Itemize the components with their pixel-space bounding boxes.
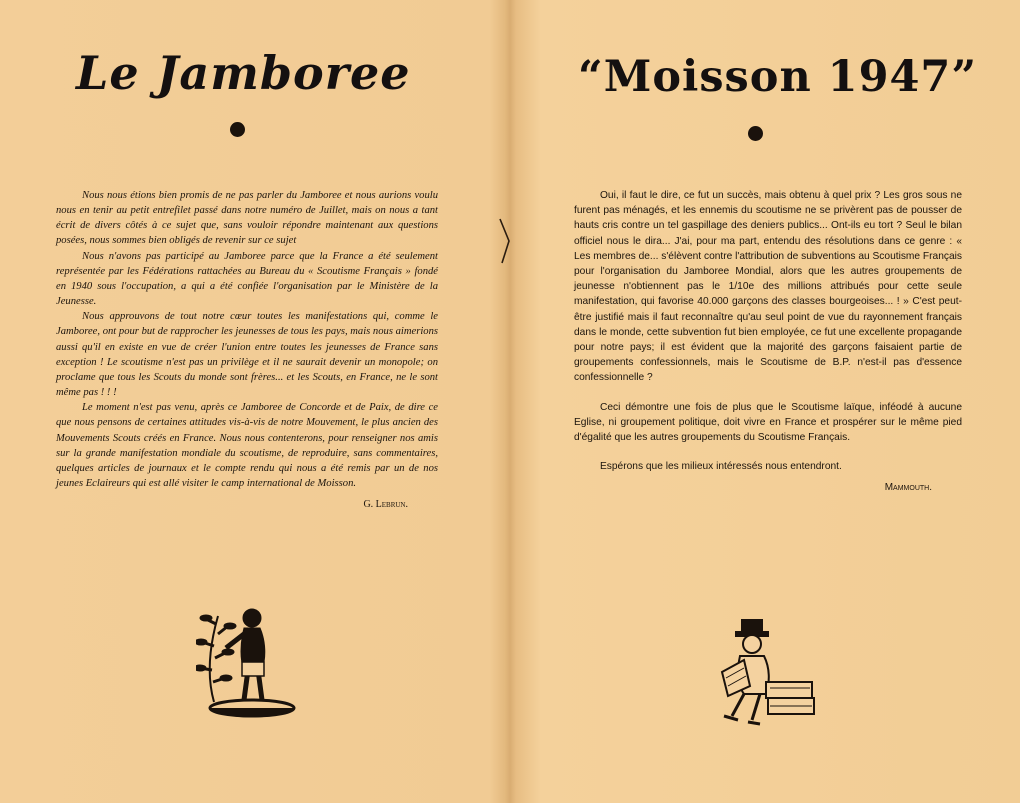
paragraph: Le moment n'est pas venu, après ce Jamboree de Concorde et de Paix, de dire ce que nous pensons de certaines attitudes vis-à-vis de notre Mouvement, le plus ancien des Mouvements Scouts créés en France. Nous nous contenterons, pour renseigner nos amis sur la grande manifestation mondiale du scoutisme, de reproduire, sans commentaires, quelques articles de journaux et le compte rendu qui nous a été remis par un de nos jeunes Eclaireurs qui est allé visiter le camp international de Moisson. bbox=[56, 402, 438, 489]
staple bbox=[497, 215, 513, 275]
article-body bbox=[56, 188, 438, 512]
left-page bbox=[0, 0, 505, 803]
article-body bbox=[574, 188, 962, 496]
paragraph: Espérons que les milieux intéressés nous entendront. bbox=[600, 461, 842, 473]
gardener-illustration bbox=[196, 604, 300, 730]
reading-boy-illustration bbox=[714, 616, 818, 732]
right-page bbox=[512, 0, 1020, 803]
paragraph: Nous nous étions bien promis de ne pas parler du Jamboree et nous aurions voulu nous en tenir au petit entrefilet passé dans notre numéro de Juillet, mais on nous a tant écrit de divers côtés à ce sujet que, sans vouloir répondre maintenant aux questions posées, nous sommes bien obligés de revenir sur ce sujet bbox=[56, 190, 438, 247]
signature: Mammouth. bbox=[884, 482, 932, 494]
paragraph: Nous approuvons de tout notre cœur toutes les manifestations qui, comme le Jamboree, ont pour but de rapprocher les jeunesses de tous les pays, mais nous aimerions aussi qu'il en existe en vue de créer l'union entre toutes les jeunesses de France sans exception ! Le scoutisme n'est pas un privilège et il ne saurait devenir un monopole; on proclame que tous les Scouts du monde sont frères... et les Scouts, en France, ne le sont même pas ! ! ! bbox=[56, 311, 438, 399]
paragraph: Ceci démontre une fois de plus que le Scoutisme laïque, inféodé à aucune Eglise, ni groupement politique, doit vivre en France et prospérer sur le même pied d'égalité que les autres groupements du Scoutisme Français. bbox=[574, 401, 962, 444]
page-title: “Moisson 1947” bbox=[578, 52, 978, 102]
page-title: Le Jamboree bbox=[76, 46, 411, 100]
signature: G. Lebrun. bbox=[363, 499, 408, 511]
title-bullet bbox=[748, 126, 763, 141]
title-bullet bbox=[230, 122, 245, 137]
paragraph: Nous n'avons pas participé au Jamboree parce que la France a été seulement représentée par les Fédérations rattachées au Bureau du « Scoutisme Français » fondé en 1940 sous l'occupation, a qui a été confiée l'organisation par le Ministère de la Jeunesse. bbox=[56, 250, 438, 308]
paragraph: Oui, il faut le dire, ce fut un succès, mais obtenu à quel prix ? Les gros sous ne furent pas ménagés, et les ennemis du scoutisme ne se privèrent pas de pousser de hauts cris contre un tel gaspillage des deniers publics... Ont-ils eu tort ? Seul le bilan officiel nous le dira... J'ai, pour ma part, entendu des résolutions dans ce genre : « Les membres de... s'élèvent contre l'attribution de subventions au Scoutisme Français pour l'organisation du Jamboree Mondial, alors que les autres groupements de jeunesse n'obtiennent pas le 1/10e des millions attribués pour cette seule manifestation, qui favorise 40.000 garçons des classes bourgeoises... ! » C'est peut-être justifié mais il faut reconnaître qu'au seul point de vue du rayonnement français dans le monde, cette subvention fut bien employée, ce fut une excellente propagande pour notre pays; il est évident que la majorité des garçons faisaient partie de groupements confessionnels, mais le Scoutisme de B.P. n'est-il pas d'essence confessionnelle ? bbox=[574, 190, 962, 384]
